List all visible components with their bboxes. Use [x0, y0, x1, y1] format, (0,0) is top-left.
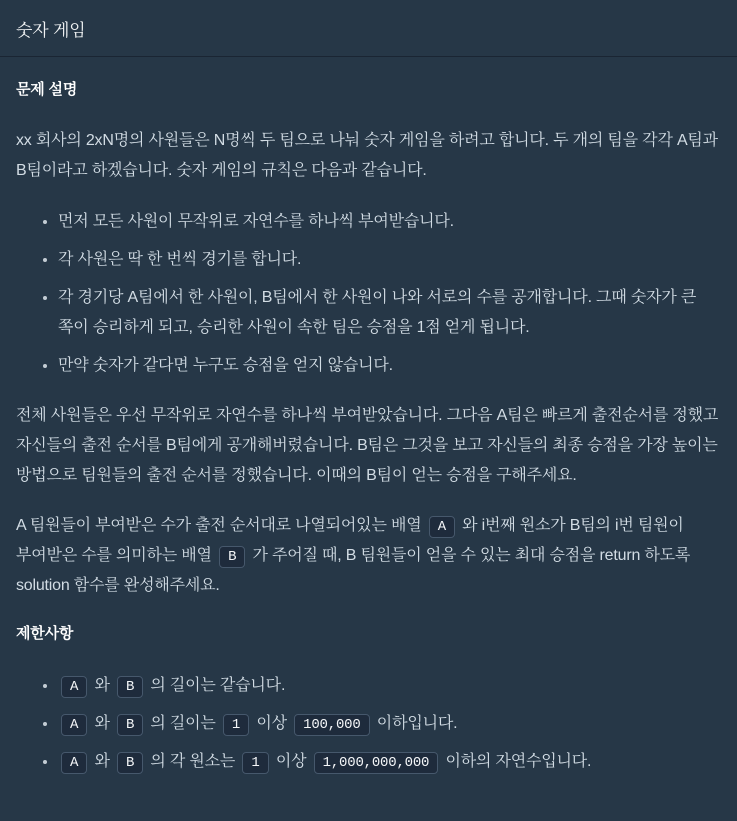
problem-content: [0, 81, 737, 821]
task-paragraph: A 팀원들이 부여받은 수가 출전 순서대로 나열되어있는 배열 A 와 i번째 원소가 B팀의 i번 팀원이 부여받은 수를 의미하는 배열 B 가 주어질 때, B 팀원들이 얻을 수 있는 최대 승점을 return 하도록 solution 함수를 완성해주세요.: [16, 517, 691, 594]
inline-code: B: [117, 676, 143, 698]
list-item: • 각 경기당 A팀에서 한 사원이, B팀에서 한 사원이 나와 서로의 수를 공개합니다. 그때 숫자가 큰 쪽이 승리하게 되고, 승리한 사원이 속한 팀은 승점을 1점 얻게 됩니다.: [58, 282, 721, 343]
inline-code: B: [219, 546, 245, 568]
inline-code: 1: [223, 714, 249, 736]
list-item: • 각 사원은 딱 한 번씩 경기를 합니다.: [58, 244, 721, 275]
problem-title-bar: [0, 0, 737, 57]
constraints-heading: 제한사항: [16, 625, 74, 642]
inline-code: B: [117, 714, 143, 736]
intro-paragraph: xx 회사의 2xN명의 사원들은 N명씩 두 팀으로 나눠 숫자 게임을 하려고 합니다. 두 개의 팀을 각각 A팀과 B팀이라고 하겠습니다. 숫자 게임의 규칙은 다음과 같습니다.: [16, 132, 718, 179]
list-item: • A 와 B 의 각 원소는 1 이상 1,000,000,000 이하의 자연수입니다.: [58, 746, 721, 777]
inline-code: B: [117, 752, 143, 774]
list-item: • A 와 B 의 길이는 1 이상 100,000 이하입니다.: [58, 708, 721, 739]
problem-title: 숫자 게임: [16, 21, 86, 40]
description-heading: 문제 설명: [16, 81, 78, 98]
inline-code: 100,000: [294, 714, 369, 736]
inline-code: A: [61, 752, 87, 774]
constraints-list: [16, 670, 721, 777]
list-item: • A 와 B 의 길이는 같습니다.: [58, 670, 721, 701]
inline-code: A: [61, 676, 87, 698]
inline-code: A: [61, 714, 87, 736]
list-item: • 만약 숫자가 같다면 누구도 승점을 얻지 않습니다.: [58, 350, 721, 381]
inline-code: 1: [242, 752, 268, 774]
list-item: • 먼저 모든 사원이 무작위로 자연수를 하나씩 부여받습니다.: [58, 206, 721, 237]
story-paragraph: 전체 사원들은 우선 무작위로 자연수를 하나씩 부여받았습니다. 그다음 A팀은 빠르게 출전순서를 정했고 자신들의 출전 순서를 B팀에게 공개해버렸습니다. B팀은 그것을 보고 자신들의 최종 승점을 가장 높이는 방법으로 팀원들의 출전 순서를 정했습니다. 이때의 B팀이 얻는 승점을 구해주세요.: [16, 407, 719, 484]
rules-list: [16, 206, 721, 381]
inline-code: A: [429, 516, 455, 538]
inline-code: 1,000,000,000: [314, 752, 439, 774]
